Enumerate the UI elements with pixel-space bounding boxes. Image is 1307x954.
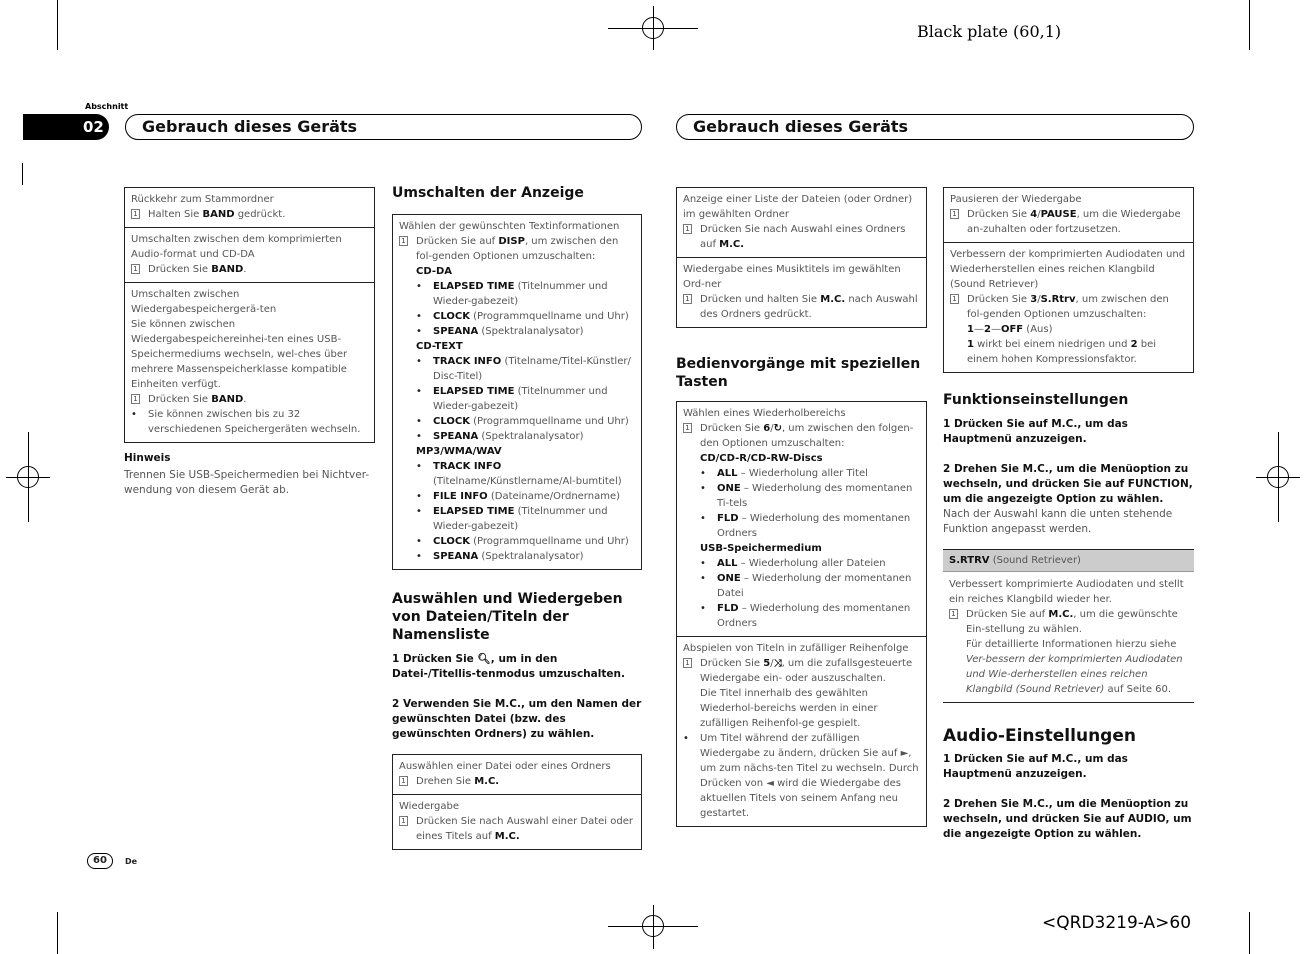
registration-mark-top bbox=[642, 17, 664, 39]
funk-text: Nach der Auswahl kann die unten stehende Funktion angepasst werden. bbox=[943, 508, 1173, 535]
registration-mark-bottom bbox=[642, 915, 664, 937]
box-title: Umschalten zwischen dem komprimierten Audio-format und CD-DA bbox=[131, 234, 342, 260]
section-title-right: Gebrauch dieses Geräts bbox=[676, 114, 1194, 140]
heading-bedien: Bedienvorgänge mit speziellen Tasten bbox=[676, 356, 921, 390]
box-text: Sie können zwischen Wiedergabespeichereinhei-ten eines USB-Speichermediums wechseln, wel-ches über mehrere Massenspeicherklasse kompatible Einheiten verfügt. bbox=[131, 319, 348, 390]
section-number: 02 bbox=[23, 114, 109, 140]
box-title: Umschalten zwischen Wiedergabespeichergerä-ten bbox=[131, 289, 277, 315]
shuffle-icon: ⤨ bbox=[773, 658, 782, 669]
audio-step-2: 2 Drehen Sie M.C., um die Menüoption zu wechseln, und drücken Sie auf AUDIO, um die angezeigte Option zu wählen. bbox=[943, 798, 1192, 840]
section-title-left: Gebrauch dieses Geräts bbox=[125, 114, 642, 140]
document-code: <QRD3219-A>60 bbox=[1042, 913, 1192, 933]
srtrv-box: S.RTRV (Sound Retriever) Verbessert komprimierte Audiodaten und stellt ein reiches Klangbild wieder her. 1 Drücken Sie auf M.C., um die gewünschte Ein-stellung zu wählen. Für detaillierte Informationen hierzu siehe Ver-bessern der komprimierten Audiodaten und Wie-derherstellen eines reichen Klangbild (Sound Retriever) auf Seite 60. bbox=[943, 549, 1194, 703]
heading-audio: Audio-Einstellungen bbox=[943, 726, 1136, 746]
heading-funktion: Funktionseinstellungen bbox=[943, 392, 1129, 408]
registration-mark-left bbox=[17, 466, 39, 488]
language-label: De bbox=[125, 857, 138, 866]
heading-anzeige: Umschalten der Anzeige bbox=[392, 185, 584, 201]
column-4 bbox=[943, 187, 1194, 842]
funk-step-1: 1 Drücken Sie auf M.C., um das Hauptmenü anzuzeigen. bbox=[943, 418, 1128, 445]
repeat-icon: ↻ bbox=[773, 423, 782, 434]
plate-label: Black plate (60,1) bbox=[917, 22, 1062, 41]
step-2: 2 Verwenden Sie M.C., um den Namen der gewünschten Datei (bzw. des gewünschten Ordners) zu wählen. bbox=[392, 698, 642, 740]
search-icon: 🔍︎ bbox=[477, 653, 491, 665]
file-box: Auswählen einer Datei oder eines Ordners 1 Drehen Sie M.C. Wiedergabe 1 Drücken Sie nach Auswahl einer Datei oder eines Titels auf M.C. bbox=[392, 754, 642, 850]
text-info-box: Wählen der gewünschten Textinformationen 1 Drücken Sie auf DISP, um zwischen den fol-genden Optionen umzuschalten: CD-DA • ELAPSED TIME (Titelnummer und Wieder-gabezeit) • CLOCK (Programmquellname und Uhr) • SPEANA (Spektralanalysator) CD-TEXT • TRACK INFO (Titelname/Titel-Künstler/ Disc-Titel) • ELAPSED TIME (Titelnummer und Wieder-gabezeit) • CLOCK (Programmquellname und Uhr) • SPEANA (Spektralanalysator) MP3/WMA/WAV • TRACK INFO (Titelname/Künstlername/Al-bumtitel) • FILE INFO (Dateiname/Ordnername) • ELAPSED TIME (Titelnummer und Wieder-gabezeit) • CLOCK (Programmquellname und Uhr) • SPEANA (Spektralanalysator) bbox=[392, 214, 642, 570]
hinweis-heading: Hinweis bbox=[124, 452, 171, 464]
heading-auswahl: Auswählen und Wiedergeben von Dateien/Titeln der Namensliste bbox=[392, 591, 623, 643]
step-1: 1 Drücken Sie 🔍︎, um in den Datei-/Titellis-tenmodus umzuschalten. bbox=[392, 653, 625, 680]
abschnitt-label: Abschnitt bbox=[85, 102, 129, 111]
column-2 bbox=[392, 184, 642, 850]
info-box: Rückkehr zum Stammordner 1 Halten Sie BAND gedrückt. Umschalten zwischen dem komprimierten Audio-format und CD-DA 1 Drücken Sie BAND. Umschalten zwischen Wiedergabespeichergerä-ten Sie können zwischen Wiedergabespeichereinhei-ten eines USB-Speichermediums wechseln, wel-ches über mehrere Massenspeicherklasse kompatible Einheiten verfügt. 1 Drücken Sie BAND. • Sie können zwischen bis zu 32 verschiedenen Speichergeräten wechseln. bbox=[124, 187, 375, 443]
column-3 bbox=[676, 187, 927, 827]
registration-mark-right bbox=[1267, 466, 1289, 488]
hinweis-text: Trennen Sie USB-Speichermedien bei Nichtver-wendung von diesem Gerät ab. bbox=[124, 469, 370, 496]
repeat-box: Wählen eines Wiederholbereichs 1 Drücken Sie 6/↻, um zwischen den folgen-den Optionen umzuschalten: CD/CD-R/CD-RW-Discs • ALL – Wiederholung aller Titel • ONE – Wiederholung des momentanen Ti-tels • FLD – Wiederholung des momentanen Ordners USB-Speichermedium • ALL – Wiederholung aller Dateien • ONE – Wiederholung der momentanen Datei • FLD – Wiederholung des momentanen Ordners Abspielen von Titeln in zufälliger Reihenfolge 1 Drücken Sie 5/⤨, um die zufallsgesteuerte Wiedergabe ein- oder auszuschalten. Die Titel innerhalb des gewählten Wiederhol-bereichs werden in einer zufälligen Reihenfol-ge gespielt. • Um Titel während der zufälligen Wiedergabe zu ändern, drücken Sie auf ►, um zum nächs-ten Titel zu wechseln. Durch Drücken von ◄ wird die Wiedergabe des aktuellen Titels von seinem Anfang neu gestartet. bbox=[676, 401, 927, 827]
column-1 bbox=[124, 187, 375, 498]
step-marker: 1 bbox=[131, 209, 140, 219]
box-title: Rückkehr zum Stammordner bbox=[131, 194, 274, 205]
folder-box: Anzeige einer Liste der Dateien (oder Ordner) im gewählten Ordner 1 Drücken Sie nach Auswahl eines Ordners auf M.C. Wiedergabe eines Musiktitels im gewählten Ord-ner 1 Drücken und halten Sie M.C. nach Auswahl des Ordners gedrückt. bbox=[676, 187, 927, 328]
page-number: 60 bbox=[87, 853, 113, 869]
pause-box: Pausieren der Wiedergabe 1 Drücken Sie 4/PAUSE, um die Wiedergabe an-zuhalten oder fortzusetzen. Verbessern der komprimierten Audiodaten und Wiederherstellen eines reichen Klangbild (Sound Retriever) 1 Drücken Sie 3/S.Rtrv, um zwischen den fol-genden Optionen umzuschalten: 1—2—OFF (Aus) 1 wirkt bei einem niedrigen und 2 bei einem hohen Kompressionsfaktor. bbox=[943, 187, 1194, 373]
audio-step-1: 1 Drücken Sie auf M.C., um das Hauptmenü anzuzeigen. bbox=[943, 753, 1128, 780]
funk-step-2: 2 Drehen Sie M.C., um die Menüoption zu wechseln, und drücken Sie auf FUNCTION, um die angezeigte Option zu wählen. bbox=[943, 463, 1193, 505]
